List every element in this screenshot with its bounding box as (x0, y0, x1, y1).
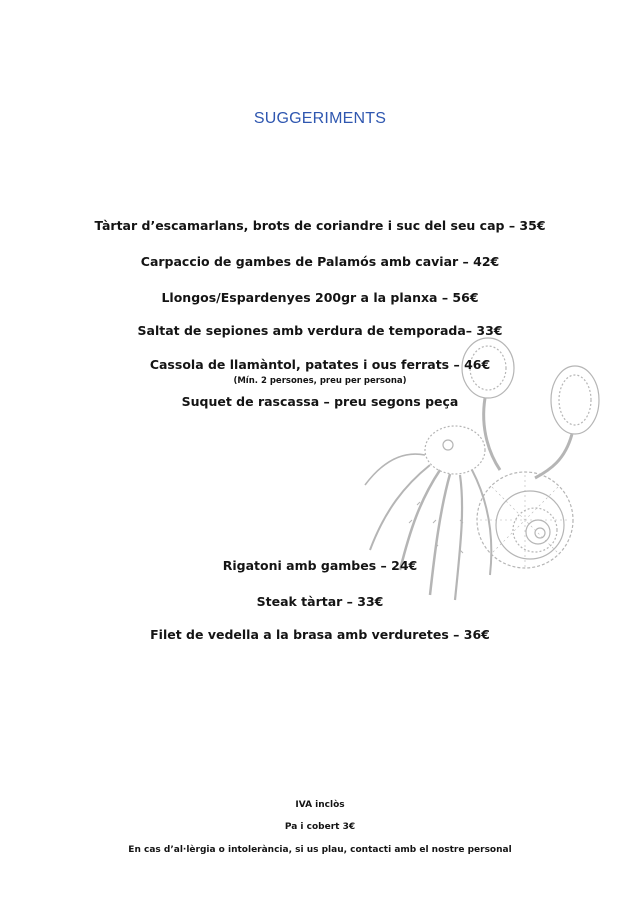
menu-item: Llongos/Espardenyes 200gr a la planxa – 56€ (161, 290, 479, 305)
vat-note: IVA inclòs (295, 800, 345, 810)
menu-item: Tàrtar d’escamarlans, brots de coriandre i suc del seu cap – 35€ (94, 218, 546, 233)
bread-cover-note: Pa i cobert 3€ (284, 822, 356, 832)
page-title: SUGGERIMENTS (253, 110, 387, 127)
menu-item-note: (Mín. 2 persones, preu per persona) (233, 376, 407, 386)
menu-item: Suquet de rascassa – preu segons peça (181, 394, 459, 409)
menu-item: Filet de vedella a la brasa amb verduretes – 36€ (150, 627, 490, 642)
menu-item: Rigatoni amb gambes – 24€ (222, 558, 418, 573)
menu-item: Carpaccio de gambes de Palamós amb caviar – 42€ (140, 254, 500, 269)
menu-item: Cassola de llamàntol, patates i ous ferrats – 46€ (149, 357, 491, 372)
menu-item: Saltat de sepiones amb verdura de temporada– 33€ (137, 323, 503, 338)
allergy-note: En cas d’al·lèrgia o intolerància, si us plau, contacti amb el nostre personal (128, 845, 512, 855)
menu-item: Steak tàrtar – 33€ (256, 594, 384, 609)
